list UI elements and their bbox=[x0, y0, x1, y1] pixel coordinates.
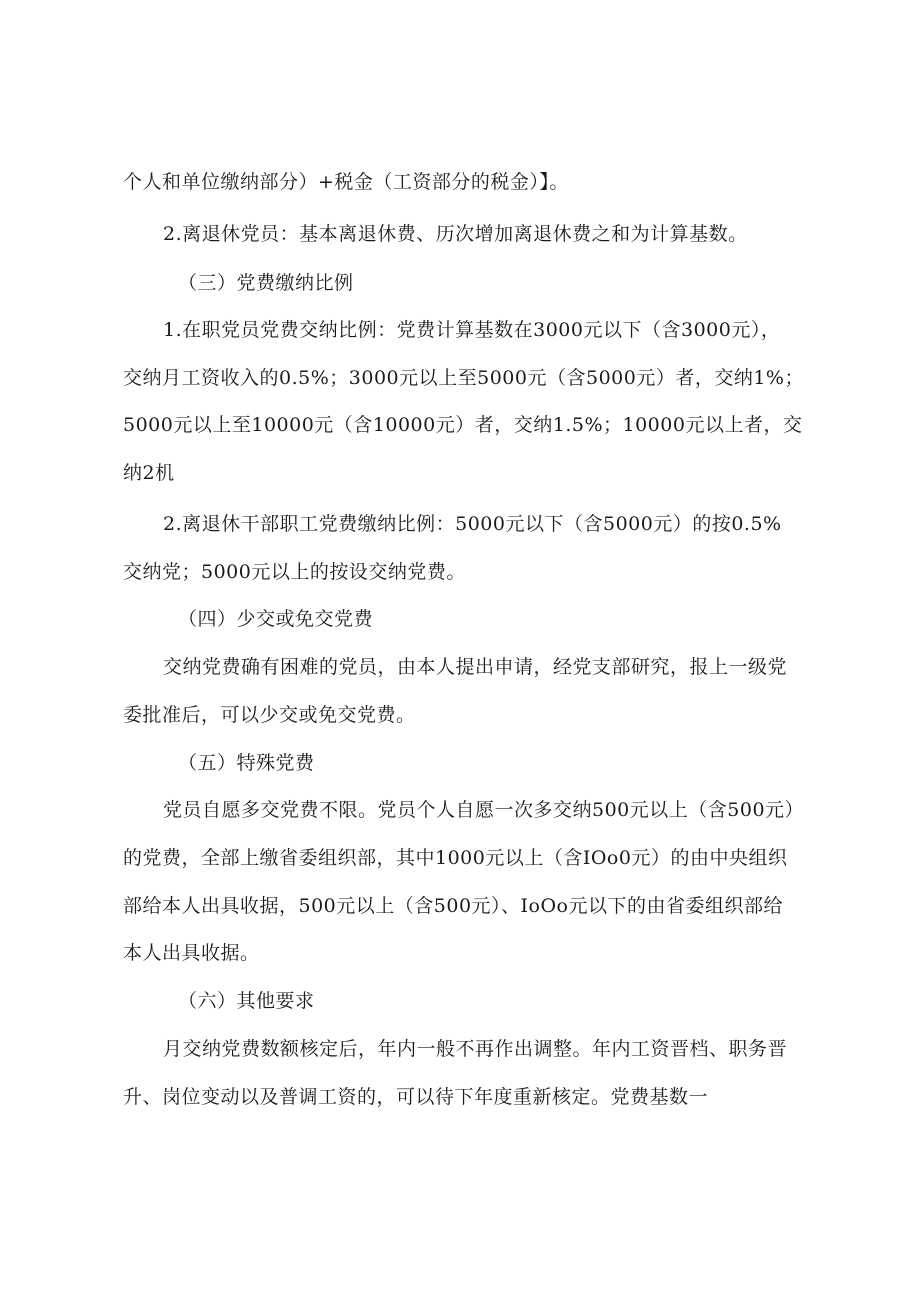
paragraph-line-13: 的党费，全部上缴省委组织部，其中1000元以上（含IOo0元）的由中央组织 bbox=[123, 847, 788, 869]
paragraph-line-8: 2.离退休干部职工党费缴纳比例：5000元以下（含5000元）的按0.5% bbox=[163, 513, 782, 535]
paragraph-line-10: 交纳党费确有困难的党员，由本人提出申请，经党支部研究，报上一级党 bbox=[163, 656, 788, 678]
paragraph-line-15: 本人出具收据。 bbox=[123, 942, 260, 964]
paragraph-line-16: 月交纳党费数额核定后，年内一般不再作出调整。年内工资晋档、职务晋 bbox=[163, 1038, 788, 1060]
paragraph-line-9: 交纳党；5000元以上的按设交纳党费。 bbox=[123, 561, 466, 583]
paragraph-line-4: 1.在职党员党费交纳比例：党费计算基数在3000元以下（含3000元）， bbox=[163, 319, 781, 341]
paragraph-line-5: 交纳月工资收入的0.5%；3000元以上至5000元（含5000元）者，交纳1%； bbox=[123, 367, 804, 389]
section-heading-3: （三）党费缴纳比例 bbox=[178, 272, 354, 294]
section-heading-6: （六）其他要求 bbox=[178, 990, 315, 1012]
paragraph-line-2: 2.离退休党员：基本离退休费、历次增加离退休费之和为计算基数。 bbox=[163, 223, 748, 245]
paragraph-line-7: 纳2机 bbox=[123, 462, 175, 484]
paragraph-line-12: 党员自愿多交党费不限。党员个人自愿一次多交纳500元以上（含500元） bbox=[163, 799, 805, 821]
paragraph-line-17: 升、岗位变动以及普调工资的，可以待下年度重新核定。党费基数一 bbox=[123, 1086, 709, 1108]
paragraph-line-11: 委批准后，可以少交或免交党费。 bbox=[123, 704, 416, 726]
section-heading-4: （四）少交或免交党费 bbox=[178, 608, 374, 630]
section-heading-5: （五）特殊党费 bbox=[178, 752, 315, 774]
paragraph-line-6: 5000元以上至10000元（含10000元）者，交纳1.5%；10000元以上者，交 bbox=[123, 414, 803, 436]
paragraph-line-1: 个人和单位缴纳部分）+税金（工资部分的税金）】。 bbox=[123, 171, 569, 193]
paragraph-line-14: 部给本人出具收据，500元以上（含500元）、IoOo元以下的由省委组织部给 bbox=[123, 895, 783, 917]
